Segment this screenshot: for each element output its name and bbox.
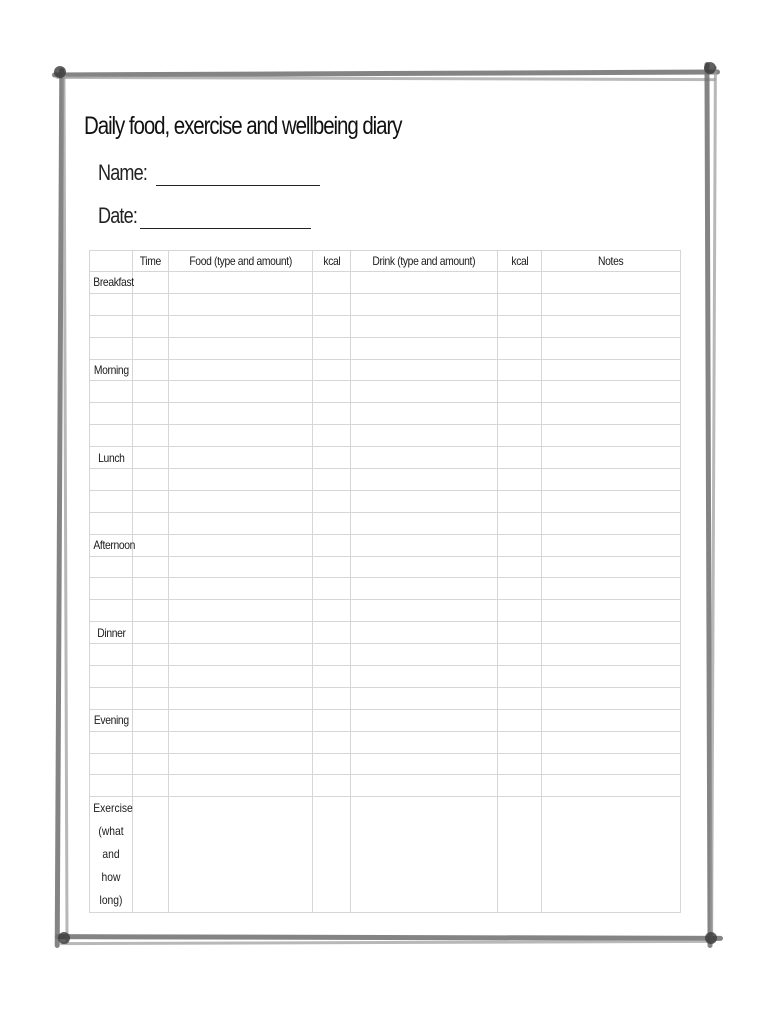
drink-kcal-cell[interactable] <box>498 600 542 622</box>
drink-cell[interactable] <box>351 447 498 469</box>
header-food-kcal: kcal <box>313 251 351 272</box>
section-label <box>90 272 133 294</box>
drink-cell[interactable] <box>351 644 498 666</box>
time-cell[interactable] <box>133 490 169 512</box>
food-cell[interactable] <box>169 556 313 578</box>
section-blank-cell <box>90 293 133 315</box>
date-label: Date: <box>98 203 138 228</box>
section-label-text: Afternoon <box>93 538 136 553</box>
exercise-label-line-2: (what and <box>98 824 124 862</box>
section-blank-cell <box>90 512 133 534</box>
frame-corner-bottom-left <box>58 932 70 944</box>
section-blank-cell <box>90 403 133 425</box>
food-cell[interactable] <box>169 600 313 622</box>
table-row <box>90 272 681 294</box>
notes-cell[interactable] <box>542 534 681 556</box>
table-row <box>90 753 681 775</box>
drink-cell[interactable] <box>351 556 498 578</box>
notes-cell[interactable] <box>542 425 681 447</box>
drink-cell[interactable] <box>351 403 498 425</box>
table-row <box>90 622 681 644</box>
notes-cell[interactable] <box>542 709 681 731</box>
notes-cell[interactable] <box>542 666 681 688</box>
table-row <box>90 447 681 469</box>
food-cell[interactable] <box>169 512 313 534</box>
table-row <box>90 534 681 556</box>
drink-cell[interactable] <box>351 534 498 556</box>
food-cell[interactable] <box>169 753 313 775</box>
food-kcal-cell[interactable] <box>313 622 351 644</box>
food-kcal-cell[interactable] <box>313 490 351 512</box>
drink-cell[interactable] <box>351 469 498 491</box>
table-row <box>90 600 681 622</box>
drink-kcal-cell[interactable] <box>498 403 542 425</box>
table-row <box>90 644 681 666</box>
drink-cell[interactable] <box>351 600 498 622</box>
notes-cell[interactable] <box>542 731 681 753</box>
drink-kcal-cell[interactable] <box>498 709 542 731</box>
section-blank-cell <box>90 644 133 666</box>
food-cell[interactable] <box>169 709 313 731</box>
food-cell[interactable] <box>169 731 313 753</box>
table-row <box>90 687 681 709</box>
food-kcal-cell[interactable] <box>313 512 351 534</box>
notes-cell[interactable] <box>542 600 681 622</box>
exercise-label-line-3: how long) <box>99 870 123 908</box>
time-cell[interactable] <box>133 775 169 797</box>
food-kcal-cell[interactable] <box>313 644 351 666</box>
section-blank-cell <box>90 731 133 753</box>
notes-cell[interactable] <box>542 293 681 315</box>
section-blank-cell <box>90 578 133 600</box>
header-notes: Notes <box>542 251 681 272</box>
drink-kcal-cell[interactable] <box>498 315 542 337</box>
time-cell[interactable] <box>133 381 169 403</box>
food-kcal-cell[interactable] <box>313 775 351 797</box>
food-cell[interactable] <box>169 534 313 556</box>
food-cell[interactable] <box>169 644 313 666</box>
exercise-drink-kcal-cell[interactable] <box>498 797 542 913</box>
food-cell[interactable] <box>169 425 313 447</box>
drink-cell[interactable] <box>351 731 498 753</box>
section-label-text: Dinner <box>96 625 126 640</box>
frame-corner-bottom-right <box>705 932 717 944</box>
table-row <box>90 666 681 688</box>
food-kcal-cell[interactable] <box>313 687 351 709</box>
notes-cell[interactable] <box>542 315 681 337</box>
drink-cell[interactable] <box>351 293 498 315</box>
section-label <box>90 622 133 644</box>
notes-cell[interactable] <box>542 469 681 491</box>
date-input-line[interactable] <box>140 227 311 229</box>
time-cell[interactable] <box>133 731 169 753</box>
frame-bottom-stroke <box>60 940 715 945</box>
time-cell[interactable] <box>133 315 169 337</box>
exercise-food-kcal-cell[interactable] <box>313 797 351 913</box>
time-cell[interactable] <box>133 644 169 666</box>
section-blank-cell <box>90 775 133 797</box>
notes-cell[interactable] <box>542 447 681 469</box>
time-cell[interactable] <box>133 534 169 556</box>
header-section <box>90 251 133 272</box>
food-cell[interactable] <box>169 293 313 315</box>
notes-cell[interactable] <box>542 578 681 600</box>
section-blank-cell <box>90 469 133 491</box>
exercise-label <box>90 797 133 913</box>
table-row <box>90 381 681 403</box>
section-blank-cell <box>90 425 133 447</box>
drink-kcal-cell[interactable] <box>498 666 542 688</box>
page-title: Daily food, exercise and wellbeing diary <box>84 112 402 140</box>
frame-right-stroke <box>710 66 717 944</box>
notes-cell[interactable] <box>542 381 681 403</box>
notes-cell[interactable] <box>542 490 681 512</box>
section-blank-cell <box>90 753 133 775</box>
drink-kcal-cell[interactable] <box>498 512 542 534</box>
drink-kcal-cell[interactable] <box>498 381 542 403</box>
food-kcal-cell[interactable] <box>313 666 351 688</box>
drink-cell[interactable] <box>351 425 498 447</box>
table-row <box>90 731 681 753</box>
food-cell[interactable] <box>169 469 313 491</box>
time-cell[interactable] <box>133 622 169 644</box>
section-label <box>90 447 133 469</box>
food-cell[interactable] <box>169 381 313 403</box>
time-cell[interactable] <box>133 293 169 315</box>
header-time: Time <box>133 251 169 272</box>
exercise-row <box>90 797 681 913</box>
table-row <box>90 490 681 512</box>
notes-cell[interactable] <box>542 687 681 709</box>
time-cell[interactable] <box>133 556 169 578</box>
section-label <box>90 534 136 556</box>
drink-kcal-cell[interactable] <box>498 490 542 512</box>
drink-cell[interactable] <box>351 666 498 688</box>
table-row <box>90 425 681 447</box>
drink-kcal-cell[interactable] <box>498 578 542 600</box>
drink-cell[interactable] <box>351 687 498 709</box>
name-input-line[interactable] <box>156 184 320 186</box>
exercise-notes-cell[interactable] <box>542 797 681 913</box>
drink-kcal-cell[interactable] <box>498 272 542 294</box>
food-kcal-cell[interactable] <box>313 600 351 622</box>
exercise-drink-cell[interactable] <box>351 797 498 913</box>
section-blank-cell <box>90 315 133 337</box>
food-kcal-cell[interactable] <box>313 753 351 775</box>
table-row <box>90 337 681 359</box>
drink-kcal-cell[interactable] <box>498 775 542 797</box>
food-kcal-cell[interactable] <box>313 447 351 469</box>
section-label-text: Evening <box>93 713 129 728</box>
drink-cell[interactable] <box>351 753 498 775</box>
notes-cell[interactable] <box>542 512 681 534</box>
food-cell[interactable] <box>169 359 313 381</box>
drink-kcal-cell[interactable] <box>498 687 542 709</box>
time-cell[interactable] <box>133 578 169 600</box>
header-row <box>90 251 681 272</box>
drink-kcal-cell[interactable] <box>498 534 542 556</box>
drink-kcal-cell[interactable] <box>498 731 542 753</box>
diary-body <box>90 272 681 913</box>
drink-kcal-cell[interactable] <box>498 447 542 469</box>
drink-cell[interactable] <box>351 359 498 381</box>
section-label-text: Morning <box>93 363 129 377</box>
food-cell[interactable] <box>169 578 313 600</box>
food-cell[interactable] <box>169 447 313 469</box>
food-cell[interactable] <box>169 272 313 294</box>
time-cell[interactable] <box>133 403 169 425</box>
table-row <box>90 403 681 425</box>
name-field <box>98 160 320 186</box>
frame-top-stroke <box>56 76 716 81</box>
food-kcal-cell[interactable] <box>313 578 351 600</box>
drink-cell[interactable] <box>351 709 498 731</box>
time-cell[interactable] <box>133 753 169 775</box>
notes-cell[interactable] <box>542 556 681 578</box>
time-cell[interactable] <box>133 600 169 622</box>
section-blank-cell <box>90 687 133 709</box>
table-row <box>90 469 681 491</box>
time-cell[interactable] <box>133 687 169 709</box>
food-kcal-cell[interactable] <box>313 293 351 315</box>
time-cell[interactable] <box>133 272 169 294</box>
table-row <box>90 556 681 578</box>
date-field <box>98 203 311 229</box>
drink-kcal-cell[interactable] <box>498 622 542 644</box>
section-label <box>90 709 133 731</box>
drink-kcal-cell[interactable] <box>498 337 542 359</box>
food-cell[interactable] <box>169 490 313 512</box>
food-kcal-cell[interactable] <box>313 381 351 403</box>
drink-cell[interactable] <box>351 490 498 512</box>
drink-cell[interactable] <box>351 272 498 294</box>
food-cell[interactable] <box>169 315 313 337</box>
drink-cell[interactable] <box>351 775 498 797</box>
name-label: Name: <box>98 160 148 185</box>
time-cell[interactable] <box>133 447 169 469</box>
section-label-text: Breakfast <box>93 275 134 290</box>
notes-cell[interactable] <box>542 403 681 425</box>
food-kcal-cell[interactable] <box>313 731 351 753</box>
exercise-time-cell[interactable] <box>133 797 169 913</box>
time-cell[interactable] <box>133 666 169 688</box>
food-cell[interactable] <box>169 337 313 359</box>
notes-cell[interactable] <box>542 622 681 644</box>
drink-kcal-cell[interactable] <box>498 425 542 447</box>
time-cell[interactable] <box>133 512 169 534</box>
time-cell[interactable] <box>133 425 169 447</box>
frame-left-stroke <box>62 72 68 944</box>
food-cell[interactable] <box>169 622 313 644</box>
section-label-text: Lunch <box>97 450 125 465</box>
food-kcal-cell[interactable] <box>313 469 351 491</box>
drink-kcal-cell[interactable] <box>498 753 542 775</box>
header-food: Food (type and amount) <box>169 251 313 272</box>
drink-kcal-cell[interactable] <box>498 359 542 381</box>
drink-kcal-cell[interactable] <box>498 556 542 578</box>
drink-cell[interactable] <box>351 315 498 337</box>
section-blank-cell <box>90 666 133 688</box>
notes-cell[interactable] <box>542 644 681 666</box>
table-row <box>90 578 681 600</box>
drink-kcal-cell[interactable] <box>498 469 542 491</box>
section-blank-cell <box>90 556 133 578</box>
table-row <box>90 359 681 381</box>
notes-cell[interactable] <box>542 272 681 294</box>
food-kcal-cell[interactable] <box>313 337 351 359</box>
food-kcal-cell[interactable] <box>313 556 351 578</box>
drink-cell[interactable] <box>351 381 498 403</box>
food-cell[interactable] <box>169 403 313 425</box>
food-kcal-cell[interactable] <box>313 709 351 731</box>
table-row <box>90 775 681 797</box>
drink-cell[interactable] <box>351 512 498 534</box>
food-kcal-cell[interactable] <box>313 359 351 381</box>
diary-table <box>89 250 681 913</box>
drink-cell[interactable] <box>351 578 498 600</box>
time-cell[interactable] <box>133 709 169 731</box>
exercise-label-line-1: Exercise <box>93 801 133 816</box>
table-row <box>90 512 681 534</box>
header-drink: Drink (type and amount) <box>351 251 498 272</box>
time-cell[interactable] <box>133 359 169 381</box>
section-label <box>90 359 133 381</box>
table-row <box>90 315 681 337</box>
section-blank-cell <box>90 490 133 512</box>
drink-cell[interactable] <box>351 622 498 644</box>
table-row <box>90 709 681 731</box>
drink-kcal-cell[interactable] <box>498 293 542 315</box>
frame-corner-top-right <box>704 62 716 74</box>
notes-cell[interactable] <box>542 753 681 775</box>
notes-cell[interactable] <box>542 337 681 359</box>
header-drink-kcal: kcal <box>498 251 542 272</box>
food-cell[interactable] <box>169 666 313 688</box>
drink-cell[interactable] <box>351 337 498 359</box>
frame-corner-top-left <box>54 66 66 78</box>
time-cell[interactable] <box>133 337 169 359</box>
section-blank-cell <box>90 600 133 622</box>
section-blank-cell <box>90 337 133 359</box>
notes-cell[interactable] <box>542 775 681 797</box>
food-kcal-cell[interactable] <box>313 403 351 425</box>
drink-kcal-cell[interactable] <box>498 644 542 666</box>
food-cell[interactable] <box>169 687 313 709</box>
exercise-food-cell[interactable] <box>169 797 313 913</box>
food-cell[interactable] <box>169 775 313 797</box>
food-kcal-cell[interactable] <box>313 272 351 294</box>
food-kcal-cell[interactable] <box>313 315 351 337</box>
time-cell[interactable] <box>133 469 169 491</box>
section-blank-cell <box>90 381 133 403</box>
food-kcal-cell[interactable] <box>313 534 351 556</box>
notes-cell[interactable] <box>542 359 681 381</box>
food-kcal-cell[interactable] <box>313 425 351 447</box>
table-row <box>90 293 681 315</box>
